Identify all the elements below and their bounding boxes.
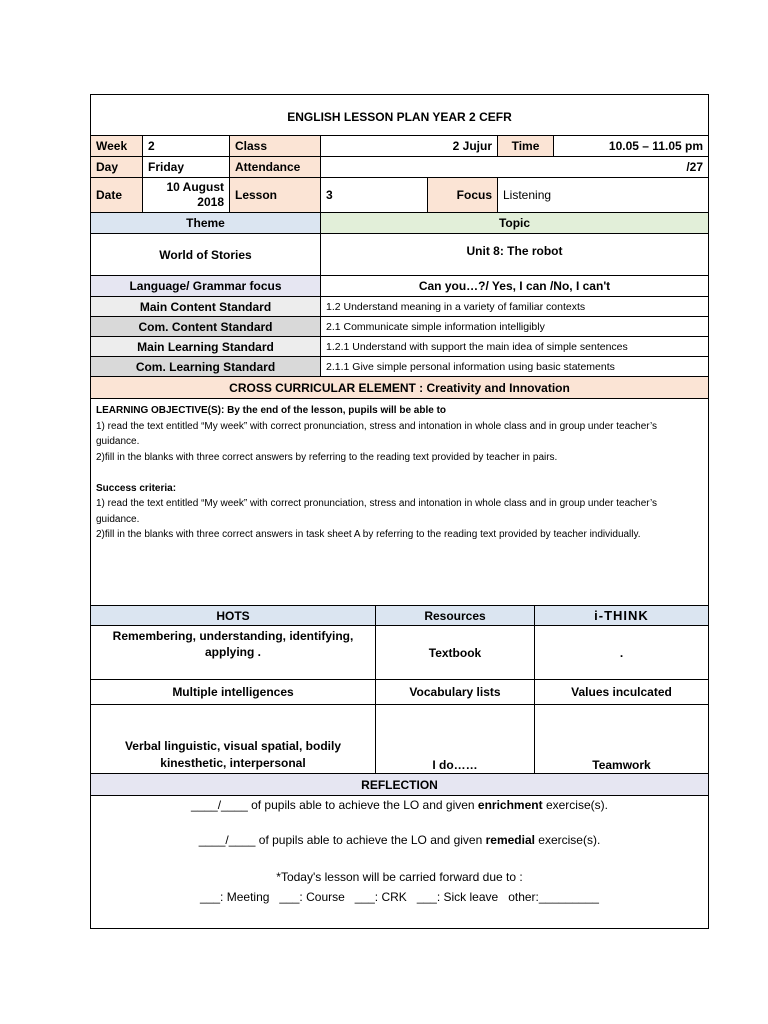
resources-value: Textbook [376,626,535,679]
attendance-label: Attendance [230,157,321,177]
objectives-heading: LEARNING OBJECTIVE(S): By the end of the lesson, pupils will be able to [96,405,447,416]
reflection-keyword: enrichment [477,798,543,812]
learning-objectives [91,399,708,606]
topic-value: Unit 8: The robot [466,244,563,258]
week-value: 2 [143,136,230,156]
resources-label: Resources [376,606,535,625]
standard-row-com-content [91,317,708,337]
topic-label: Topic [321,213,708,233]
reflection-body [91,796,708,928]
class-label: Class [230,136,321,156]
vocabulary-value: I do…… [376,705,535,773]
standard-value: 2.1.1 Give simple personal information using basic statements [326,360,615,373]
focus-label: Focus [428,178,498,212]
date-row [91,178,708,213]
date-label: Date [91,178,143,212]
carried-forward-note: *Today's lesson will be carried forward due to : [276,870,523,884]
objective-item: 1) read the text entitled “My week” with correct pronunciation, stress and intonation in whole class and in group under teacher’s guidance. [96,420,658,447]
carried-forward-options: ___: Meeting ___: Course ___: CRK ___: Sick leave other:_________ [200,890,599,904]
cross-curricular-element: CROSS CURRICULAR ELEMENT : Creativity and Innovation [229,380,570,395]
lesson-value: 3 [321,178,428,212]
reflection-text-end: exercise(s). [534,833,601,847]
focus-value: Listening [503,188,552,202]
theme-topic-header [91,213,708,234]
hots-value: Remembering, understanding, identifying, applying . [91,626,376,679]
multiple-intelligences-label: Multiple intelligences [91,680,376,704]
standard-label: Main Content Standard [91,297,321,316]
reflection-blank: ____/____ [191,798,252,812]
standard-row-main-content [91,297,708,317]
day-row [91,157,708,178]
time-label: Time [498,136,554,156]
hots-label: HOTS [91,606,376,625]
reflection-line-enrichment [91,798,708,812]
standard-value: 1.2.1 Understand with support the main idea of simple sentences [326,340,628,353]
day-value: Friday [143,157,230,177]
standard-value: 2.1 Communicate simple information intelligibly [326,320,545,333]
reflection-keyword: remedial [485,833,535,847]
reflection-header-row [91,774,708,796]
success-criteria-heading: Success criteria: [96,482,177,494]
reflection-text: of pupils able to achieve the LO and given [251,798,478,812]
theme-label: Theme [91,213,321,233]
reflection-blank: ____/____ [198,833,259,847]
values-label: Values inculcated [571,685,672,699]
class-value: 2 Jujur [321,136,498,156]
intelligences-header-row [91,680,708,705]
ithink-logo: i-THINK [535,606,708,625]
multiple-intelligences-value: Verbal linguistic, visual spatial, bodily kinesthetic, interpersonal [91,705,376,773]
standard-value: 1.2 Understand meaning in a variety of familiar contexts [326,300,586,313]
values-value: Teamwork [592,758,651,772]
hots-values-row [91,626,708,680]
week-row [91,136,708,157]
reflection-label: REFLECTION [361,777,438,792]
title-row [91,95,708,136]
time-value: 10.05 – 11.05 pm [608,139,703,153]
date-value: 10 August 2018 [143,178,230,212]
standard-label: Language/ Grammar focus [91,276,321,296]
standard-label: Main Learning Standard [91,337,321,356]
week-label: Week [91,136,143,156]
standard-row-main-learning [91,337,708,357]
standard-value: Can you…?/ Yes, I can /No, I can't [418,279,611,293]
ithink-value: . [619,645,624,660]
cross-curricular-row [91,377,708,399]
success-criteria-item: 2)fill in the blanks with three correct answers in task sheet A by referring to the reading text provided by teacher individually. [96,529,641,540]
page-title: ENGLISH LESSON PLAN YEAR 2 CEFR [287,110,512,124]
reflection-line-remedial [91,833,708,847]
day-label: Day [91,157,143,177]
theme-topic-values [91,234,708,276]
reflection-text-end: exercise(s). [542,798,608,812]
standard-label: Com. Learning Standard [91,357,321,376]
theme-value: World of Stories [91,234,321,275]
standard-row-com-learning [91,357,708,377]
attendance-value: /27 [686,160,703,174]
lesson-label: Lesson [230,178,321,212]
objective-item: 2)fill in the blanks with three correct answers by referring to the reading text provided by teacher in pairs. [96,451,558,463]
intelligences-values-row [91,705,708,774]
hots-header-row [91,606,708,626]
vocabulary-label: Vocabulary lists [376,680,535,704]
lesson-plan-sheet [90,94,709,929]
standard-label: Com. Content Standard [91,317,321,336]
standard-row-grammar [91,276,708,297]
reflection-text: of pupils able to achieve the LO and given [258,833,486,847]
success-criteria-item: 1) read the text entitled “My week” with correct pronunciation, stress and intonation in whole class and in group under teacher’s guidance. [96,498,658,525]
